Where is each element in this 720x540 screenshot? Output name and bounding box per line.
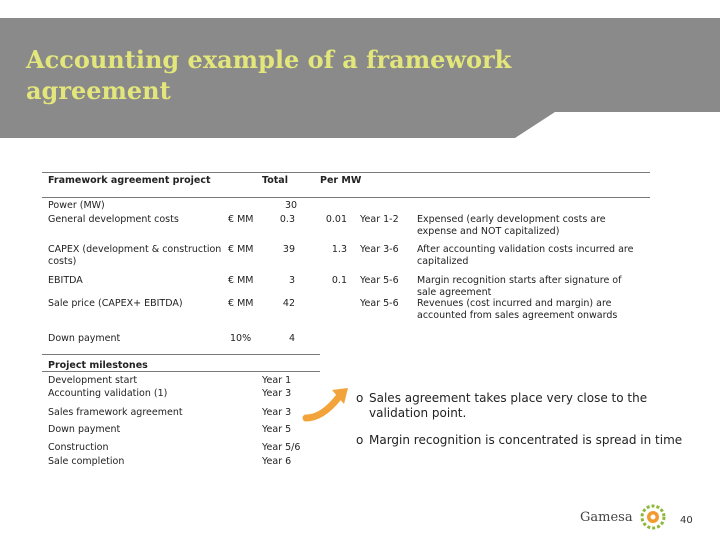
row-note: After accounting validation costs incurred are capitalized bbox=[417, 244, 634, 267]
row-year: Year 3-6 bbox=[360, 244, 399, 255]
milestone-label: Down payment bbox=[48, 424, 121, 435]
logo-wordmark: Gamesa bbox=[580, 510, 633, 525]
power-label: Power (MW) bbox=[48, 200, 105, 211]
table-top-rule bbox=[42, 172, 650, 173]
bullet-text: Margin recognition is concentrated is spread in time bbox=[369, 433, 683, 447]
row-label: EBITDA bbox=[48, 275, 83, 286]
row-total: 39 bbox=[282, 244, 295, 255]
milestone-label: Accounting validation (1) bbox=[48, 388, 168, 399]
slide-title: Accounting example of a framework agreement bbox=[26, 45, 512, 105]
milestone-year: Year 1 bbox=[262, 375, 292, 386]
row-unit: € MM bbox=[228, 275, 254, 286]
row-unit: 10% bbox=[230, 333, 252, 344]
row-total: 4 bbox=[288, 333, 295, 344]
milestone-label: Construction bbox=[48, 442, 109, 453]
header-notch bbox=[515, 112, 555, 138]
header-notch-fill bbox=[555, 112, 720, 138]
gamesa-logo bbox=[578, 500, 668, 536]
milestone-label: Sale completion bbox=[48, 456, 125, 467]
milestone-year: Year 3 bbox=[262, 388, 292, 399]
milestone-year: Year 3 bbox=[262, 407, 292, 418]
page-number: 40 bbox=[680, 515, 693, 526]
row-unit: € MM bbox=[228, 214, 254, 225]
milestone-year: Year 6 bbox=[262, 456, 292, 467]
curved-arrow-icon bbox=[302, 384, 354, 424]
milestone-label: Development start bbox=[48, 375, 138, 386]
table-bottom-rule bbox=[42, 354, 320, 355]
row-unit: € MM bbox=[228, 298, 254, 309]
row-total: 42 bbox=[282, 298, 295, 309]
milestones-rule bbox=[42, 371, 320, 372]
bullet-mark: o bbox=[356, 391, 364, 405]
row-year: Year 5-6 bbox=[360, 298, 399, 309]
row-label: Sale price (CAPEX+ EBITDA) bbox=[48, 298, 183, 309]
row-label: CAPEX (development & construction costs) bbox=[48, 244, 222, 267]
bullet-text: Sales agreement takes place very close to the validation point. bbox=[369, 391, 648, 420]
row-total: 0.3 bbox=[279, 214, 295, 225]
row-label: General development costs bbox=[48, 214, 179, 225]
row-note: Expensed (early development costs are expense and NOT capitalized) bbox=[417, 214, 606, 237]
milestone-label: Sales framework agreement bbox=[48, 407, 183, 418]
col-header-project: Framework agreement project bbox=[48, 175, 211, 186]
row-year: Year 1-2 bbox=[360, 214, 399, 225]
milestone-year: Year 5 bbox=[262, 424, 292, 435]
milestone-year: Year 5/6 bbox=[262, 442, 301, 453]
bullet-item bbox=[356, 391, 686, 423]
row-per-mw: 0.01 bbox=[325, 214, 347, 225]
milestones-heading: Project milestones bbox=[48, 360, 148, 371]
table-header-rule bbox=[42, 197, 650, 198]
row-per-mw: 0.1 bbox=[331, 275, 347, 286]
row-year: Year 5-6 bbox=[360, 275, 399, 286]
bullet-item bbox=[356, 433, 706, 449]
row-note: Margin recognition starts after signature of sale agreement bbox=[417, 275, 622, 298]
col-header-total: Total bbox=[262, 175, 288, 186]
row-unit: € MM bbox=[228, 244, 254, 255]
bullet-mark: o bbox=[356, 433, 364, 447]
row-total: 3 bbox=[288, 275, 295, 286]
row-per-mw: 1.3 bbox=[331, 244, 347, 255]
row-note: Revenues (cost incurred and margin) are accounted from sales agreement onwards bbox=[417, 298, 618, 321]
logo-sun-icon bbox=[640, 504, 666, 530]
row-label: Down payment bbox=[48, 333, 121, 344]
power-value: 30 bbox=[285, 200, 298, 211]
col-header-per-mw: Per MW bbox=[320, 175, 362, 186]
